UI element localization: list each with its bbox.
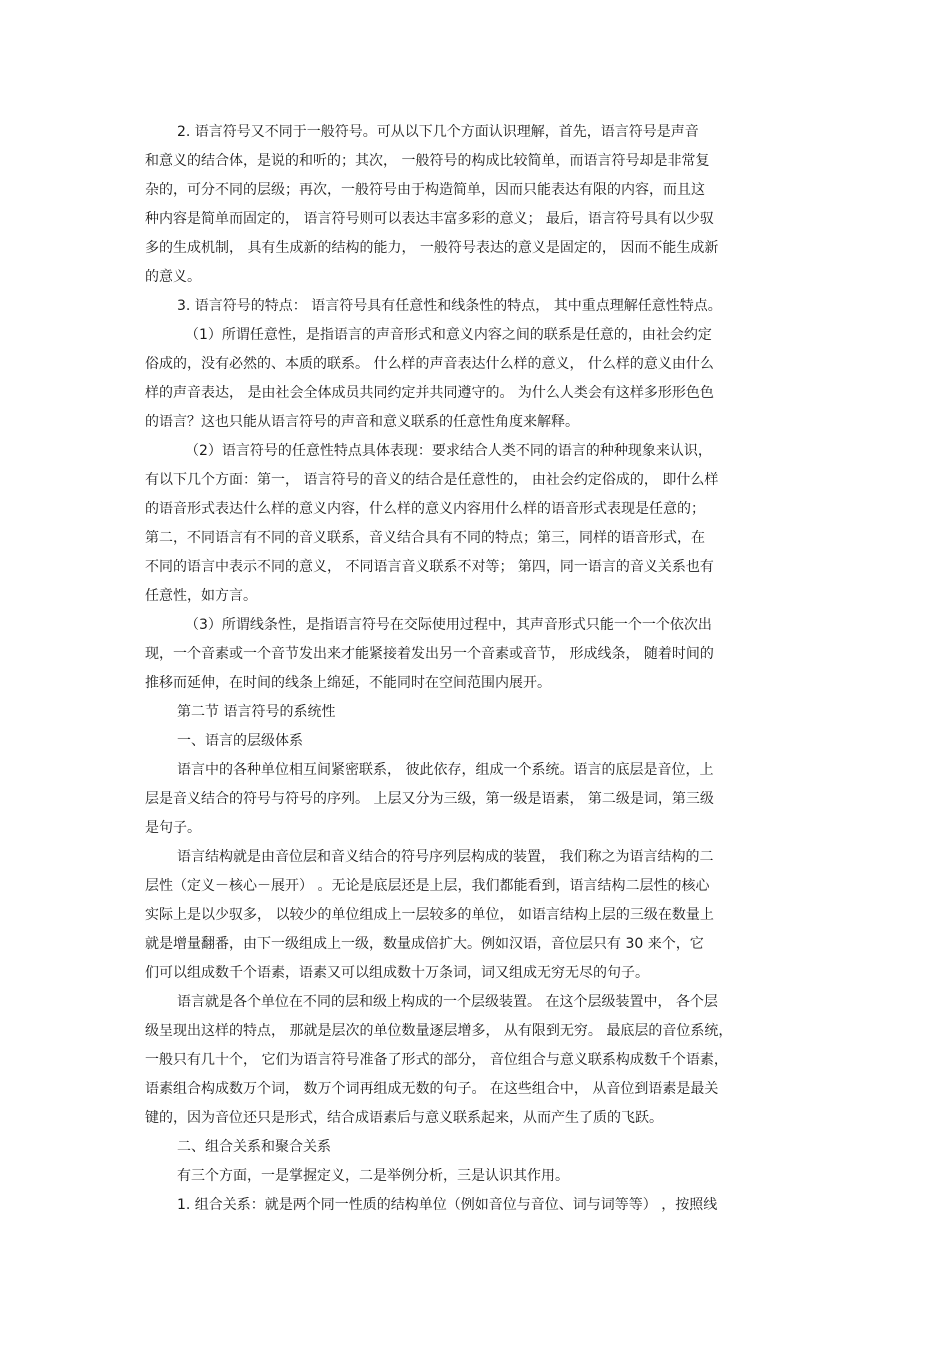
text-line: 实际上是以少驭多， 以较少的单位组成上一层较多的单位， 如语言结构上层的三级在数量上 [145,907,714,923]
text-line: 语言中的各种单位相互间紧密联系， 彼此依存，组成一个系统。语言的底层是音位，上 [177,762,714,778]
text-line: 有以下几个方面：第一， 语言符号的音义的结合是任意性的， 由社会约定俗成的， 即什么样 [145,472,719,488]
text-line: （3）所谓线条性，是指语言符号在交际使用过程中，其声音形式只能一个一个依次出 [185,617,712,633]
text-line: 第二，不同语言有不同的音义联系，音义结合具有不同的特点；第三，同样的语音形式，在 [145,530,705,546]
text-line: 现，一个音素或一个音节发出来才能紧接着发出另一个音素或音节， 形成线条， 随着时间的 [145,646,714,662]
text-line: 种内容是简单而固定的， 语言符号则可以表达丰富多彩的意义； 最后，语言符号具有以少驭 [145,211,714,227]
text-line: 俗成的，没有必然的、本质的联系。 什么样的声音表达什么样的意义， 什么样的意义由什么 [145,356,714,372]
text-line: 推移而延伸，在时间的线条上绵延，不能同时在空间范围内展开。 [145,675,551,691]
text-line: 1. 组合关系：就是两个同一性质的结构单位（例如音位与音位、词与词等等） ，按照线 [177,1197,718,1213]
text-line: 的意义。 [145,269,201,285]
text-line: （1）所谓任意性，是指语言的声音形式和意义内容之间的联系是任意的，由社会约定 [185,327,712,343]
text-line: 第二节 语言符号的系统性 [177,704,336,720]
text-line: （2）语言符号的任意性特点具体表现：要求结合人类不同的语言的种种现象来认识， [185,443,712,459]
text-line: 语言就是各个单位在不同的层和级上构成的一个层级装置。 在这个层级装置中， 各个层 [177,994,718,1010]
text-line: 多的生成机制， 具有生成新的结构的能力， 一般符号表达的意义是固定的， 因而不能生成新 [145,240,719,256]
text-line: 一、语言的层级体系 [177,733,303,749]
text-line: 有三个方面，一是掌握定义，二是举例分析，三是认识其作用。 [177,1168,569,1184]
text-line: 3. 语言符号的特点： 语言符号具有任意性和线条性的特点， 其中重点理解任意性特点。 [177,298,722,314]
text-line: 不同的语言中表示不同的意义， 不同语言音义联系不对等； 第四，同一语言的音义关系也有 [145,559,714,575]
text-line: 任意性，如方言。 [145,588,257,604]
text-line: 级呈现出这样的特点， 那就是层次的单位数量逐层增多， 从有限到无穷。 最底层的音位系统， [145,1023,733,1039]
text-line: 键的，因为音位还只是形式，结合成语素后与意义联系起来，从而产生了质的飞跃。 [145,1110,663,1126]
text-line: 和意义的结合体，是说的和听的；其次， 一般符号的构成比较简单，而语言符号却是非常复 [145,153,710,169]
text-line: 就是增量翻番，由下一级组成上一级，数量成倍扩大。例如汉语，音位层只有 30 来个，它 [145,936,704,952]
text-line: 的语言？这也只能从语言符号的声音和意义联系的任意性角度来解释。 [145,414,579,430]
text-line: 语素组合构成数万个词， 数万个词再组成无数的句子。 在这些组合中， 从音位到语素是最关 [145,1081,719,1097]
text-line: 杂的，可分不同的层级；再次，一般符号由于构造简单，因而只能表达有限的内容，而且这 [145,182,705,198]
text-line: 层性（定义－核心－展开） 。无论是底层还是上层，我们都能看到，语言结构二层性的核心 [145,878,710,894]
text-line: 的语音形式表达什么样的意义内容，什么样的意义内容用什么样的语音形式表现是任意的； [145,501,705,517]
text-line: 一般只有几十个， 它们为语言符号准备了形式的部分， 音位组合与意义联系构成数千个语素， [145,1052,728,1068]
document-body [145,118,805,1220]
text-line: 二、组合关系和聚合关系 [177,1139,331,1155]
text-line: 们可以组成数千个语素，语素又可以组成数十万条词，词又组成无穷无尽的句子。 [145,965,649,981]
text-line: 2. 语言符号又不同于一般符号。可从以下几个方面认识理解，首先，语言符号是声音 [177,124,699,140]
text-line: 是句子。 [145,820,201,836]
text-line: 样的声音表达， 是由社会全体成员共同约定并共同遵守的。 为什么人类会有这样多形形色色 [145,385,714,401]
text-line: 层是音义结合的符号与符号的序列。 上层又分为三级，第一级是语素， 第二级是词，第三级 [145,791,714,807]
text-line: 语言结构就是由音位层和音义结合的符号序列层构成的装置， 我们称之为语言结构的二 [177,849,714,865]
